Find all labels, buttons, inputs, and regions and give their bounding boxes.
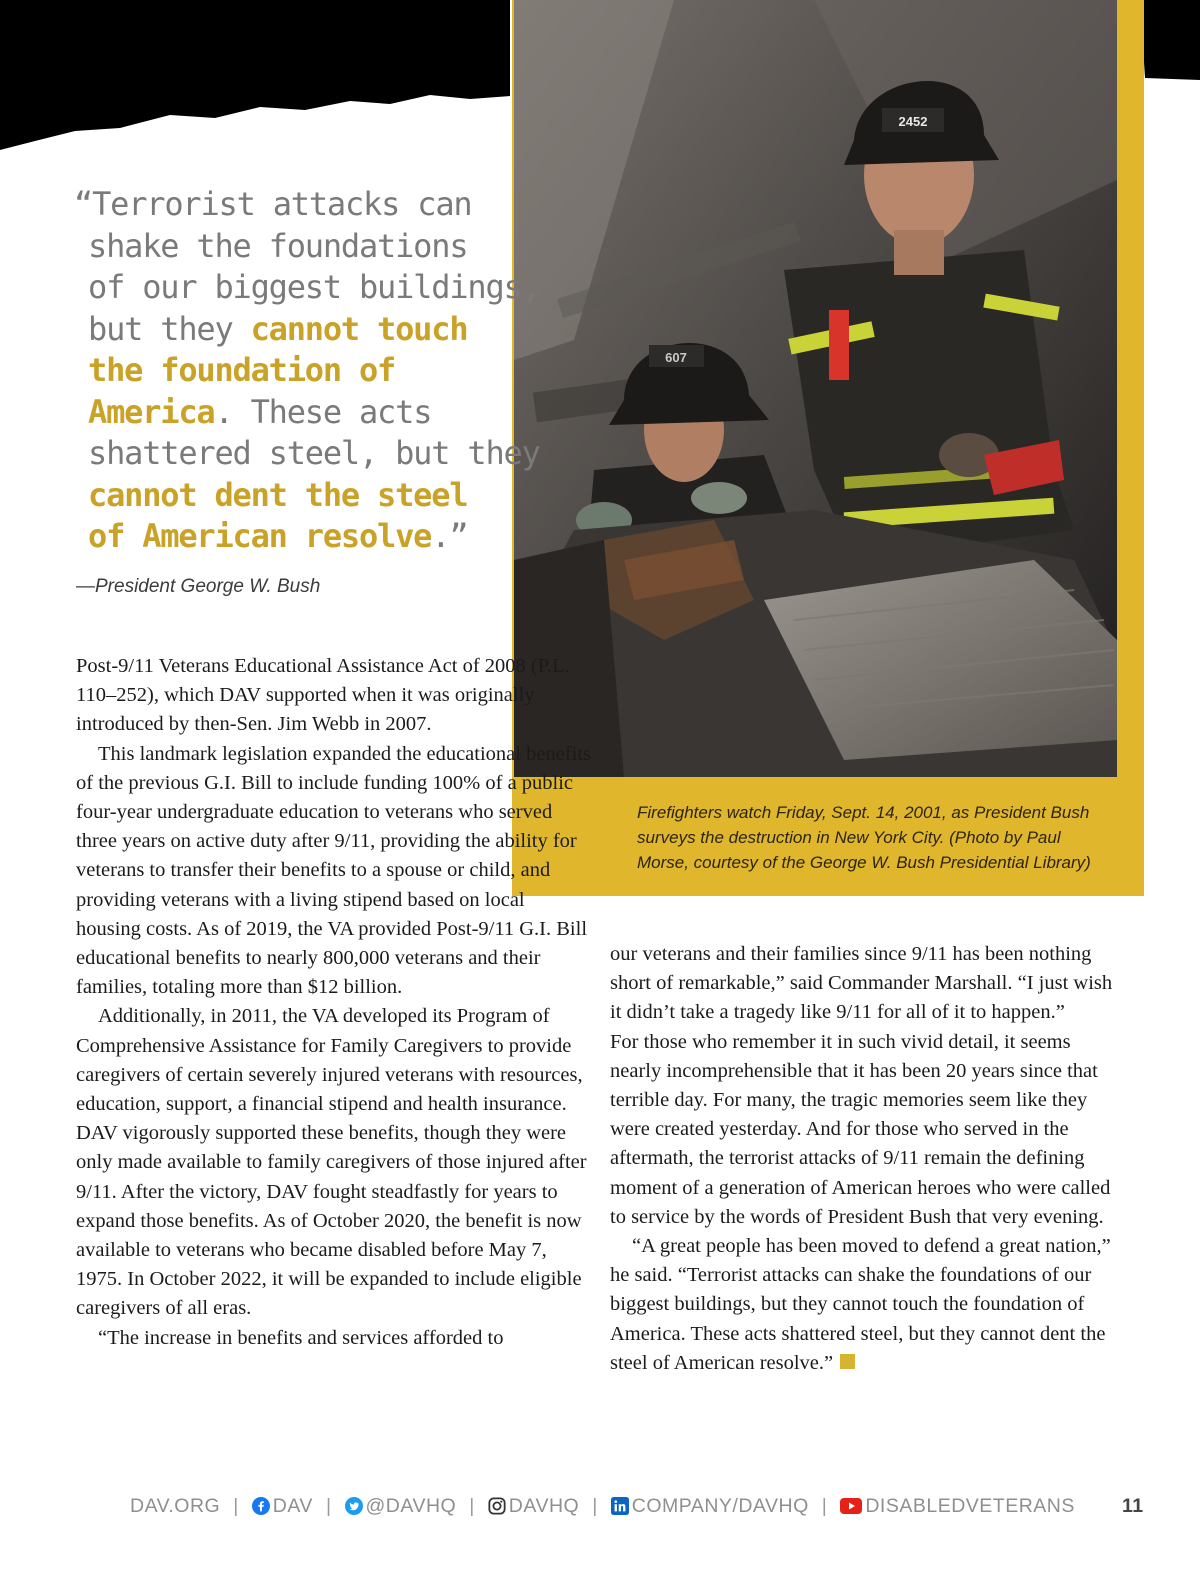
pull-quote-line (74, 226, 514, 268)
pull-quote-line (74, 309, 514, 351)
footer-facebook-link[interactable] (252, 1495, 313, 1517)
article-paragraph (610, 1028, 1125, 1232)
footer-facebook-label: DAV (272, 1495, 313, 1517)
page-footer (0, 1490, 1200, 1522)
footer-linkedin-link[interactable] (611, 1495, 809, 1517)
quote-attribution: —President George W. Bush (76, 576, 321, 597)
pull-quote-text: shattered steel, but they (88, 434, 540, 472)
facebook-icon (252, 1497, 270, 1515)
footer-links (130, 1490, 1075, 1522)
pull-quote (74, 184, 540, 558)
footer-separator: | (325, 1495, 332, 1517)
article-column-right (610, 940, 1125, 1378)
footer-site-link[interactable]: DAV.ORG (130, 1495, 221, 1517)
pull-quote-line (74, 433, 540, 475)
article-paragraph-text: our veterans and their families since 9/11 has been nothing short of remarkable,” said Commander Marshall. “I just wish it didn’t take a tragedy like 9/11 for all of it to happen.” (610, 943, 1113, 1024)
article-paragraph (76, 652, 591, 740)
footer-twitter-link[interactable] (345, 1495, 457, 1517)
pull-quote-highlight: cannot touch (250, 309, 468, 348)
pull-quote-line (74, 350, 514, 392)
footer-youtube-label: DISABLEDVETERANS (865, 1495, 1075, 1517)
article-paragraph (76, 1324, 591, 1353)
footer-separator: | (821, 1495, 828, 1517)
article-paragraph-text: “A great people has been moved to defend a great nation,” he said. “Terrorist attacks can shake the foundations of our biggest buildings, but they cannot touch the foundation of America. These acts shattered steel, but they cannot dent the steel of American resolve.” (610, 1235, 1111, 1374)
article-paragraph-text: Post-9/11 Veterans Educational Assistance Act of 2008 (P.L. 110–252), which DAV supported when it was originally introduced by then-Sen. Jim Webb in 2007. (76, 655, 570, 736)
footer-instagram-link[interactable] (488, 1495, 579, 1517)
article-paragraph (610, 1232, 1125, 1378)
pull-quote-highlight: of American resolve (88, 517, 432, 555)
twitter-icon (345, 1497, 363, 1515)
pull-quote-highlight: America (88, 392, 215, 431)
pull-quote-line (74, 267, 540, 309)
helmet-number-right: 2452 (898, 114, 928, 129)
article-paragraph (76, 1002, 591, 1323)
pull-quote-highlight: cannot dent the steel (88, 475, 468, 514)
pull-quote-line (74, 392, 514, 434)
page-number: 11 (1122, 1495, 1144, 1517)
helmet-number-left: 607 (665, 350, 687, 365)
youtube-icon (840, 1498, 862, 1514)
pull-quote-text: shake the foundations (88, 226, 468, 265)
pull-quote-text: . These acts (214, 392, 432, 431)
linkedin-icon (611, 1497, 629, 1515)
footer-separator: | (233, 1495, 239, 1517)
article-paragraph-text: Additionally, in 2011, the VA developed its Program of Comprehensive Assistance for Family Caregivers to provide caregivers of certain severely injured veterans with resources, education, support, a financial stipend and health insurance. DAV vigorously supported these benefits, though they were only made available to family caregivers of those injured after 9/11. After the victory, DAV fought steadfastly for years to expand those benefits. As of October 2020, the benefit is now available to veterans who became disabled before May 7, 1975. In October 2022, it will be expanded to include eligible caregivers of all eras. (76, 1005, 587, 1320)
pull-quote-text: of our biggest buildings, (88, 268, 540, 306)
end-of-article-mark (840, 1354, 855, 1369)
article-paragraph-text: “The increase in benefits and services afforded to (98, 1326, 504, 1349)
footer-linkedin-label: COMPANY/DAVHQ (631, 1495, 809, 1517)
article-paragraph (610, 940, 1125, 1028)
footer-instagram-label: DAVHQ (508, 1495, 580, 1517)
article-paragraph-text: This landmark legislation expanded the educational benefits of the previous G.I. Bill to include funding 100% of a public four-year undergraduate education to veterans who served three years on active duty after 9/11, providing the ability for veterans to transfer their benefits to a spouse or child, and providing veterans with a living stipend based on local housing costs. As of 2019, the VA provided Post-9/11 G.I. Bill educational benefits to nearly 800,000 veterans and their families, totaling more than $12 billion. (76, 742, 591, 999)
footer-separator: | (469, 1495, 475, 1517)
pull-quote-line (74, 475, 514, 517)
firefighters-photo (514, 0, 1117, 777)
footer-twitter-label: @DAVHQ (365, 1495, 457, 1517)
footer-youtube-link[interactable] (840, 1495, 1075, 1517)
pull-quote-line (74, 516, 514, 558)
pull-quote-text: .” (431, 517, 468, 555)
footer-separator: | (592, 1495, 598, 1517)
instagram-icon (488, 1497, 506, 1515)
pull-quote-line (74, 184, 514, 226)
article-paragraph-text: For those who remember it in such vivid detail, it seems nearly incomprehensible that it has been 20 years since that terrible day. For many, the tragic memories seem like they were created yesterday. And for those who served in the aftermath, the terrorist attacks of 9/11 remain the defining moment of a generation of American heroes who were called to service by the words of President Bush that very evening. (610, 1030, 1111, 1228)
article-paragraph (76, 740, 591, 1003)
pull-quote-text: but they (88, 309, 251, 348)
article-column-left (76, 652, 591, 1353)
pull-quote-highlight: the foundation of (88, 351, 396, 389)
pull-quote-text: “Terrorist attacks can (74, 185, 472, 223)
photo-caption: Firefighters watch Friday, Sept. 14, 2001, as President Bush surveys the destruction in New York City. (Photo by Paul Morse, courtesy of the George W. Bush Presidential Library) (637, 803, 1091, 872)
